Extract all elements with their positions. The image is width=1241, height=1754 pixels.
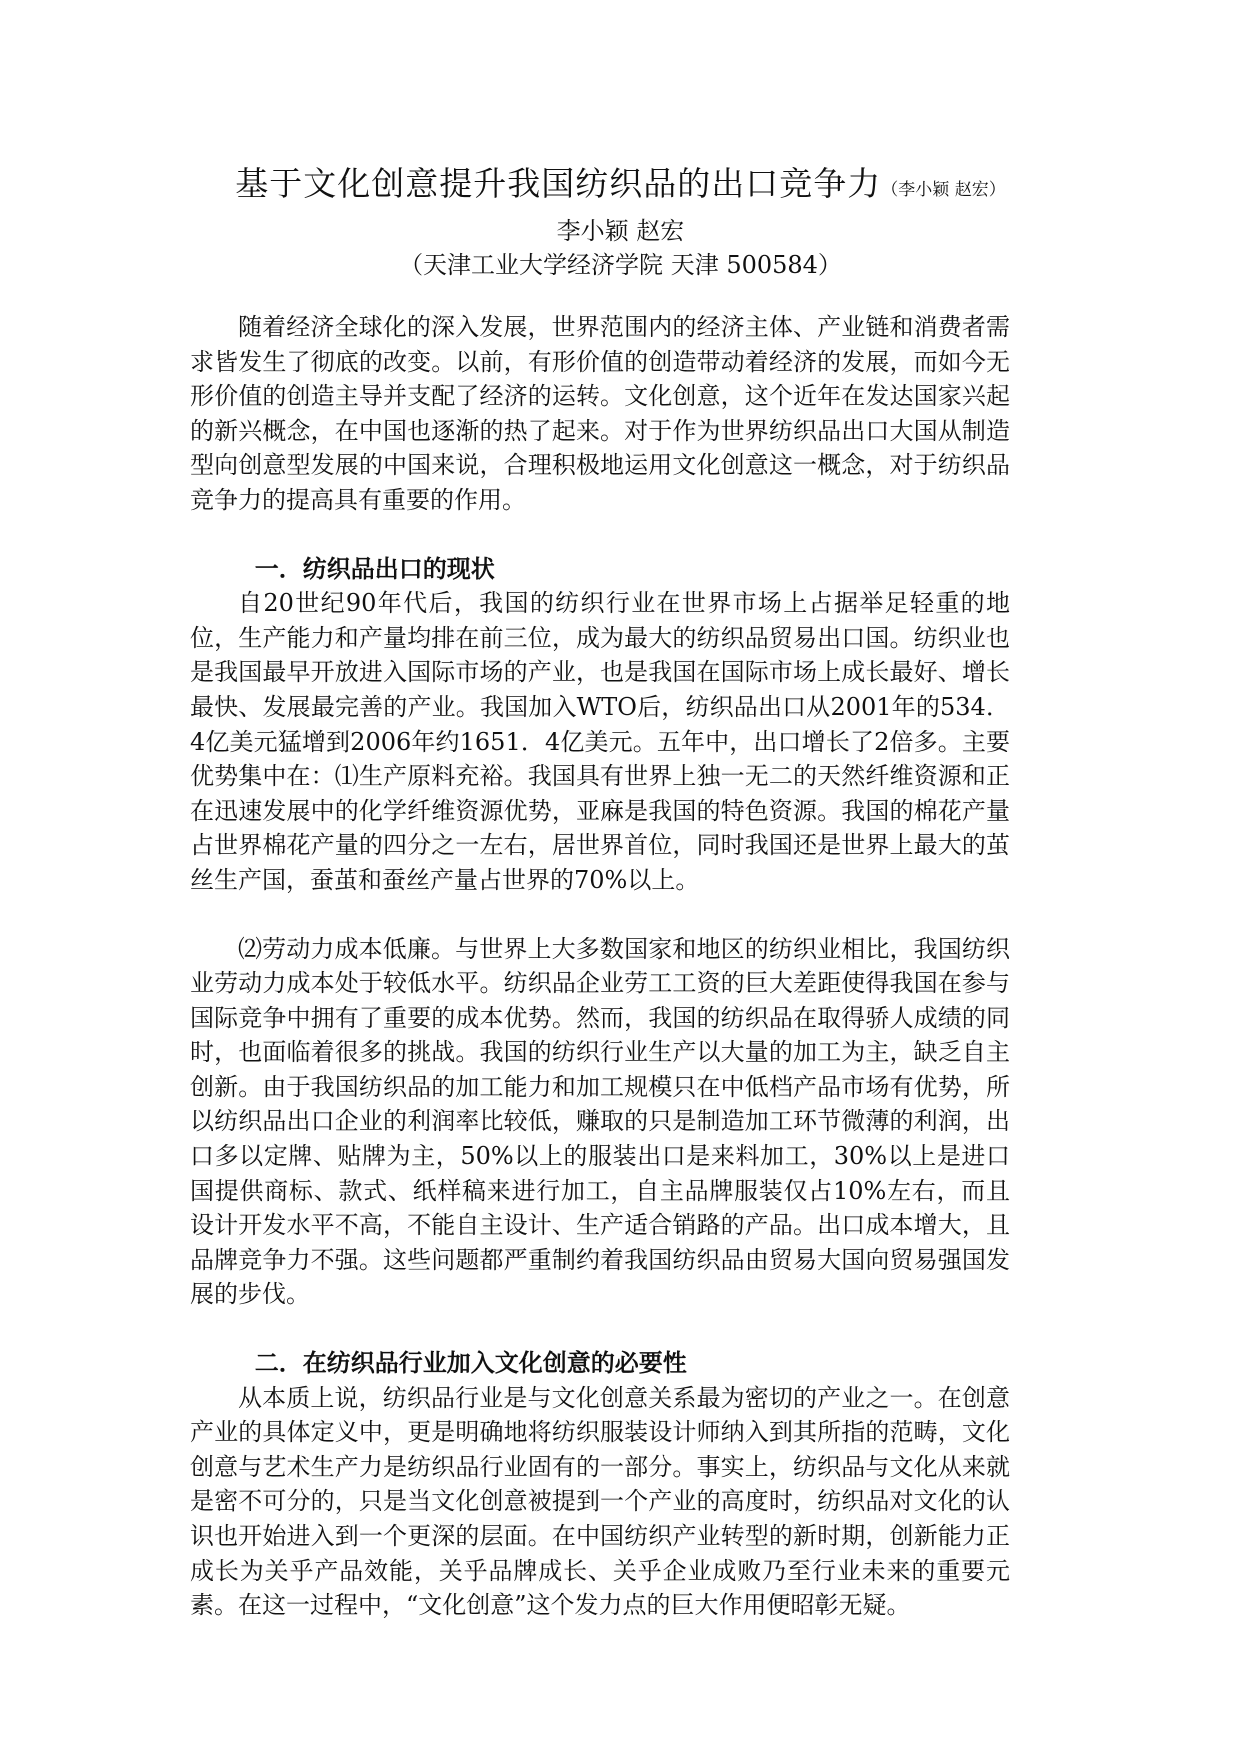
section-2-heading: 二．在纺织品行业加入文化创意的必要性: [254, 1349, 687, 1378]
section-1-heading: 一．纺织品出口的现状: [254, 554, 495, 583]
paper-affiliation: （天津工业大学经济学院 天津 500584）: [399, 251, 842, 279]
section-1-paragraph-1: 自20世纪90年代后，我国的纺织行业在世界市场上占据举足轻重的地位，生产能力和产量均排在前三位，成为最大的纺织品贸易出口国。纺织业也是我国最早开放进入国际市场的产业，也是我国在国际市场上成长最好、增长最快、发展最完善的产业。我国加入WTO后，纺织品出口从2001年的534．4亿美元猛增到2006年约1651．4亿美元。五年中，出口增长了2倍多。主要优势集中在：⑴生产原料充裕。我国具有世界上独一无二的天然纤维资源和正在迅速发展中的化学纤维资源优势，亚麻是我国的特色资源。我国的棉花产量占世界棉花产量的四分之一左右，居世界首位，同时我国还是世界上最大的茧丝生产国，蚕茧和蚕丝产量占世界的70%以上。: [190, 589, 1010, 894]
paper-title-note: （李小颖 赵宏）: [881, 180, 1006, 200]
intro-paragraph: 随着经济全球化的深入发展，世界范围内的经济主体、产业链和消费者需求皆发生了彻底的改变。以前，有形价值的创造带动着经济的发展，而如今无形价值的创造主导并支配了经济的运转。文化创意，这个近年在发达国家兴起的新兴概念，在中国也逐渐的热了起来。对于作为世界纺织品出口大国从制造型向创意型发展的中国来说，合理积极地运用文化创意这一概念，对于纺织品竞争力的提高具有重要的作用。: [190, 313, 1010, 514]
paper-title-text: 基于文化创意提升我国纺织品的出口竞争力: [235, 164, 882, 203]
paper-authors: 李小颖 赵宏: [556, 217, 685, 245]
paper-body: [190, 310, 1010, 1623]
paper-title: [0, 162, 1241, 212]
section-1-paragraph-2: ⑵劳动力成本低廉。与世界上大多数国家和地区的纺织业相比，我国纺织业劳动力成本处于较低水平。纺织品企业劳工工资的巨大差距使得我国在参与国际竞争中拥有了重要的成本优势。然而，我国的纺织品在取得骄人成绩的同时，也面临着很多的挑战。我国的纺织行业生产以大量的加工为主，缺乏自主创新。由于我国纺织品的加工能力和加工规模只在中低档产品市场有优势，所以纺织品出口企业的利润率比较低，赚取的只是制造加工环节微薄的利润，出口多以定牌、贴牌为主，50%以上的服装出口是来料加工，30%以上是进口国提供商标、款式、纸样稿来进行加工，自主品牌服装仅占10%左右，而且设计开发水平不高，不能自主设计、生产适合销路的产品。出口成本增大，且品牌竞争力不强。这些问题都严重制约着我国纺织品由贸易大国向贸易强国发展的步伐。: [190, 934, 1010, 1309]
section-2-paragraph-1: 从本质上说，纺织品行业是与文化创意关系最为密切的产业之一。在创意产业的具体定义中，更是明确地将纺织服装设计师纳入到其所指的范畴，文化创意与艺术生产力是纺织品行业固有的一部分。事实上，纺织品与文化从来就是密不可分的，只是当文化创意被提到一个产业的高度时，纺织品对文化的认识也开始进入到一个更深的层面。在中国纺织产业转型的新时期，创新能力正成长为关乎产品效能，关乎品牌成长、关乎企业成败乃至行业未来的重要元素。在这一过程中，“文化创意”这个发力点的巨大作用便昭彰无疑。: [190, 1383, 1010, 1620]
